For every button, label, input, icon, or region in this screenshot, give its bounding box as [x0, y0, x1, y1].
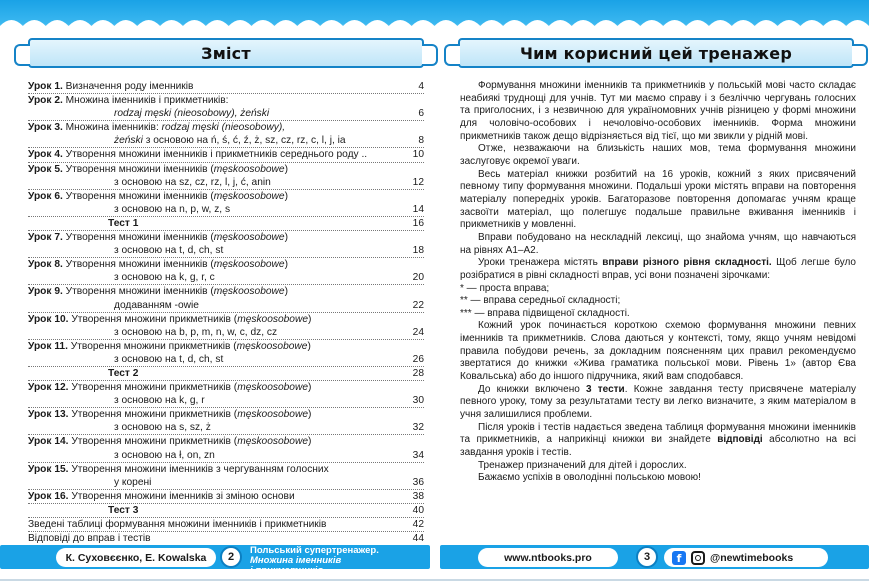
toc-italic-term: męskoosobowe	[213, 163, 285, 175]
toc-entry-text	[28, 107, 414, 120]
toc-title-part: Утворення множини прикметників (	[68, 382, 238, 394]
test-label: Тест 3	[108, 504, 139, 516]
toc-row[interactable]	[28, 231, 424, 244]
toc-entry-text	[28, 163, 420, 176]
lesson-label: Урок 7.	[28, 232, 63, 244]
toc-page-number: 12	[412, 176, 424, 188]
toc-row[interactable]	[28, 449, 424, 463]
toc-page-number: 44	[412, 533, 424, 545]
paragraph-emphasis: відповіді	[717, 434, 763, 446]
footer-authors: К. Суховєєнко, E. Kowalska	[56, 548, 216, 567]
lesson-label: Урок 3.	[28, 122, 63, 134]
toc-title-part: Утворення множини прикметників (	[67, 340, 237, 352]
toc-title-part: з основою на t, d, ch, st	[114, 353, 224, 365]
toc-title-part: Відповіді до вправ і тестів	[28, 533, 151, 545]
toc-title-part: з основою на sz, cz, rz, l, j, ć, anin	[114, 176, 271, 188]
toc-title-part: Утворення множини іменників (	[62, 232, 214, 244]
toc-row[interactable]	[28, 353, 424, 367]
toc-italic-term: męskoosobowe	[237, 382, 308, 394]
toc-row[interactable]	[28, 381, 424, 394]
toc-entry-text	[28, 148, 409, 161]
toc-row[interactable]	[28, 340, 424, 353]
book-title-main: Польський супертренажер.	[250, 545, 379, 556]
table-of-contents	[28, 80, 424, 546]
toc-row[interactable]	[28, 134, 424, 148]
toc-page-number: 6	[418, 108, 424, 120]
toc-entry-text	[28, 504, 409, 517]
article-heading-frame	[458, 38, 854, 68]
toc-page-number: 38	[412, 490, 424, 502]
toc-title-part: )	[284, 190, 288, 202]
toc-entry-text	[28, 394, 409, 407]
toc-entry-text	[28, 80, 414, 93]
toc-page-number: 32	[412, 422, 424, 434]
toc-page-number: 14	[412, 203, 424, 215]
article-heading: Чим корисний цей тренажер	[520, 43, 792, 63]
article-paragraph: Формування множини іменників та прикметників у польській мові часто складає неабиякі труднощі для учнів. Тут ми маємо справу і з безліччю чергувань голосних та приголосних, і з незвичною для україномовних учнів різницею у формі множини для чоловічо-особових і нечоловічо-особових іменників. Форма множини прикметників також дещо відрізняється від тієї, що ми звикли у рідній мові.	[460, 80, 856, 142]
toc-title-part: з основою на ń, ś, ć, ź, ż, sz, cz, rz, c, l, j, ia	[142, 135, 346, 147]
toc-row[interactable]	[28, 476, 424, 490]
article-paragraph: * — проста вправа;	[460, 282, 550, 294]
scalloped-border	[0, 14, 869, 38]
toc-row[interactable]	[28, 408, 424, 421]
toc-row[interactable]	[28, 518, 424, 532]
toc-title-part: Зведені таблиці формування множини іменників і прикметників	[28, 519, 327, 530]
lesson-label: Урок 6.	[28, 190, 63, 202]
article-paragraph	[460, 422, 856, 460]
toc-title-part: Утворення множини прикметників (	[68, 313, 238, 325]
toc-title-part: з основою на t, d, ch, st	[114, 245, 224, 257]
toc-row[interactable]	[28, 80, 424, 94]
toc-title-part: з основою на s, sz, ż	[114, 422, 211, 434]
toc-title-part: Визначення роду іменників	[62, 81, 194, 92]
toc-row[interactable]	[28, 313, 424, 326]
toc-row[interactable]	[28, 394, 424, 408]
toc-page-number: 20	[412, 272, 424, 284]
toc-row[interactable]	[28, 367, 424, 381]
lesson-label: Урок 15.	[28, 463, 69, 475]
toc-title-part: Утворення множини іменників (	[62, 286, 214, 298]
toc-row[interactable]	[28, 258, 424, 271]
toc-row[interactable]	[28, 299, 424, 313]
paragraph-emphasis: вправи різного рівня складності.	[602, 257, 772, 269]
toc-row[interactable]	[28, 435, 424, 448]
toc-entry-text	[28, 340, 420, 353]
toc-entry-text	[28, 121, 420, 134]
book-subtitle-line-2: і прикметників	[250, 565, 323, 576]
article-paragraph: ** — вправа середньої складності;	[460, 295, 621, 307]
paragraph-text: абсолютно на всі завдання уроків і тестів.	[460, 434, 856, 459]
toc-italic-term: rodzaj męski (nieosobowy), żeński	[114, 108, 270, 120]
toc-page-number: 40	[412, 504, 424, 516]
toc-page-number: 16	[412, 217, 424, 229]
toc-title-part: Утворення множини іменників (	[62, 163, 214, 175]
instagram-icon[interactable]	[691, 551, 705, 565]
article-paragraph	[460, 257, 856, 282]
lesson-label: Урок 16.	[28, 490, 69, 502]
toc-italic-term: męskoosobowe	[213, 259, 285, 271]
toc-entry-text	[28, 532, 409, 545]
toc-page-number: 36	[412, 476, 424, 488]
toc-title-part: Утворення множини іменників зі зміною основи	[68, 490, 295, 502]
toc-row[interactable]	[28, 271, 424, 285]
toc-entry-text	[28, 203, 409, 216]
page-number-right: 3	[636, 546, 658, 568]
toc-entry-text	[28, 463, 420, 476]
toc-entry-text	[28, 408, 420, 421]
toc-entry-text	[28, 244, 409, 257]
toc-italic-term: rodzaj męski (nieosobowy),	[161, 122, 286, 134]
toc-row[interactable]	[28, 107, 424, 121]
toc-title-part: )	[308, 313, 312, 325]
toc-title-part: )	[307, 340, 311, 352]
toc-italic-term: żeński	[114, 135, 143, 147]
toc-entry-text	[28, 490, 409, 503]
toc-page-number: 34	[412, 449, 424, 461]
toc-italic-term: męskoosobowe	[236, 340, 308, 352]
lesson-label: Урок 14.	[28, 436, 69, 448]
article-paragraph: Весь матеріал книжки розбитий на 16 уроків, кожний з яких присвячений певному типу формування множини. Подальші уроки містять вправи на повторення матеріалу попередніх уроків. Багаторазове повторення допомагає учням краще засвоїти матеріал, що полегшує подальше правильне вживання іменників і прикметників у мовленні.	[460, 168, 856, 231]
toc-entry-text	[28, 326, 409, 339]
toc-row[interactable]	[28, 421, 424, 435]
toc-title-part: з основою на k, g, r	[114, 395, 205, 407]
toc-entry-text	[28, 176, 409, 189]
toc-row[interactable]	[28, 190, 424, 203]
toc-page-number: 30	[412, 395, 424, 407]
toc-row[interactable]	[28, 203, 424, 217]
toc-heading: Зміст	[201, 43, 251, 63]
social-handle[interactable]: @newtimebooks	[710, 551, 794, 564]
toc-title-part: )	[284, 163, 288, 175]
toc-entry-text	[28, 217, 409, 230]
toc-italic-term: męskoosobowe	[213, 232, 285, 244]
toc-entry-text	[28, 285, 420, 298]
toc-entry-text	[28, 313, 420, 326]
article-paragraph: Тренажер призначений для дітей і дорослих.	[478, 459, 687, 471]
toc-entry-text	[28, 94, 420, 107]
toc-title-part: )	[308, 436, 312, 448]
test-label: Тест 1	[108, 217, 139, 229]
paragraph-emphasis: 3 тести	[586, 383, 625, 395]
toc-italic-term: męskoosobowe	[213, 286, 285, 298]
article-paragraph: Отже, незважаючи на близькість наших мов, тема формування множини заслуговує окремої уваги.	[460, 143, 856, 167]
page-number-left: 2	[220, 546, 242, 568]
toc-entry-text	[28, 381, 420, 394]
article-paragraph: Бажаємо успіхів в оволодінні польською мовою!	[478, 472, 701, 484]
toc-row[interactable]	[28, 217, 424, 231]
toc-row[interactable]	[28, 121, 424, 134]
toc-page-number: 10	[412, 149, 424, 161]
toc-page-number: 26	[412, 353, 424, 365]
lesson-label: Урок 2.	[28, 95, 63, 107]
toc-row[interactable]	[28, 326, 424, 340]
paragraph-text: . Кожне завдання тесту присвячене матеріалу певного уроку, тому за результатами тесту ви легко визначите, з яким матеріалом в учня залишилися проблеми.	[460, 383, 856, 421]
footer-book-title	[250, 546, 425, 576]
toc-entry-text	[28, 449, 409, 462]
toc-title-part: Множина іменників і прикметників:	[62, 95, 229, 107]
toc-entry-text	[28, 421, 409, 434]
book-subtitle-line-1: Множина іменників	[250, 555, 342, 566]
bottom-divider	[0, 579, 869, 581]
article-paragraph	[460, 384, 856, 422]
toc-title-part: з основою на b, p, m, n, w, c, dz, cz	[114, 326, 278, 338]
toc-heading-frame	[28, 38, 424, 68]
toc-page-number: 24	[412, 326, 424, 338]
article-paragraph: *** — вправа підвищеної складності.	[460, 307, 630, 319]
toc-row[interactable]	[28, 490, 424, 504]
toc-entry-text	[28, 299, 409, 312]
article-body	[460, 80, 856, 485]
toc-title-part: додаванням -owie	[114, 299, 199, 311]
toc-title-part: Утворення множини іменників (	[62, 190, 214, 202]
toc-row[interactable]	[28, 504, 424, 518]
facebook-icon[interactable]: f	[672, 551, 686, 565]
article-paragraph: Кожний урок починається короткою схемою формування множини певних іменників та прикметників. Слова даються у контексті, тому, якщо учням невідомі правила побудови речень, за докладним поясненням цих правил рекомендуємо звертатися до книжки «Жива граматика польської мови. Рівень 1» (автор Єва Ковальська) або до іншого підручника, який вам сподобався.	[460, 320, 856, 383]
lesson-label: Урок 10.	[28, 313, 69, 325]
toc-entry-text	[28, 271, 409, 284]
lesson-label: Урок 1.	[28, 81, 63, 92]
toc-row[interactable]	[28, 163, 424, 176]
toc-page-number: 4	[418, 81, 424, 92]
toc-entry-text	[28, 231, 420, 244]
toc-entry-text	[28, 518, 409, 531]
toc-entry-text	[28, 190, 420, 203]
toc-page-number: 22	[412, 299, 424, 311]
toc-page-number: 8	[418, 135, 424, 147]
toc-entry-text	[28, 435, 420, 448]
lesson-label: Урок 13.	[28, 409, 69, 421]
toc-title-part: Утворення множини прикметників (	[68, 436, 238, 448]
lesson-label: Урок 8.	[28, 259, 63, 271]
paragraph-text: Уроки тренажера містять	[478, 257, 603, 269]
footer-website-link[interactable]: www.ntbooks.pro	[478, 548, 618, 567]
toc-italic-term: męskoosobowe	[237, 313, 308, 325]
paragraph-text: До книжки включено	[478, 383, 586, 395]
toc-row[interactable]	[28, 94, 424, 107]
toc-title-part: у корені	[114, 476, 152, 488]
test-label: Тест 2	[108, 367, 139, 379]
toc-page-number: 18	[412, 245, 424, 257]
lesson-label: Урок 11.	[28, 340, 68, 352]
toc-row[interactable]	[28, 244, 424, 258]
toc-page-number: 28	[412, 367, 424, 379]
toc-entry-text	[28, 134, 414, 147]
toc-italic-term: męskoosobowe	[237, 436, 308, 448]
toc-entry-text	[28, 367, 409, 380]
lesson-label: Урок 12.	[28, 382, 69, 394]
toc-row[interactable]	[28, 285, 424, 298]
toc-italic-term: męskoosobowe	[237, 409, 308, 421]
lesson-label: Урок 5.	[28, 163, 63, 175]
toc-title-part: Утворення множини прикметників (	[68, 409, 238, 421]
toc-page-number: 42	[412, 519, 424, 530]
toc-title-part: )	[308, 382, 312, 394]
toc-title-part: з основою на k, g, r, c	[114, 272, 215, 284]
toc-title-part: Утворення множини іменників і прикметників середнього роду ..	[62, 149, 368, 161]
paragraph-text: Щоб легше було розібратися в рівні складності вправ, усі вони позначені зірочками:	[460, 257, 856, 281]
toc-title-part: )	[308, 409, 312, 421]
toc-row[interactable]	[28, 148, 424, 162]
toc-row[interactable]	[28, 463, 424, 476]
toc-entry-text	[28, 258, 420, 271]
toc-title-part: Утворення множини іменників з чергуванням голосних	[68, 463, 329, 475]
lesson-label: Урок 4.	[28, 149, 63, 161]
left-page	[14, 38, 434, 545]
toc-title-part: Множина іменників:	[62, 122, 162, 134]
lesson-label: Урок 9.	[28, 286, 63, 298]
toc-title-part: з основою на n, p, w, z, s	[114, 203, 231, 215]
paragraph-text: Після уроків і тестів надається зведена таблиця формування множини іменників та прикметників, а наприкінці книжки ви знайдете	[460, 421, 856, 446]
toc-title-part: з основою на ł, on, zn	[114, 449, 215, 461]
toc-italic-term: męskoosobowe	[213, 190, 285, 202]
toc-entry-text	[28, 476, 409, 489]
toc-title-part: Утворення множини іменників (	[62, 259, 214, 271]
toc-title-part: )	[284, 286, 288, 298]
toc-title-part: )	[284, 232, 288, 244]
footer-social-links[interactable]	[664, 548, 828, 567]
right-page	[444, 38, 864, 538]
toc-title-part: )	[284, 259, 288, 271]
article-paragraph: Вправи побудовано на нескладній лексиці, що знайома учням, що навчаються на рівнях А1–А2.	[460, 231, 856, 256]
toc-entry-text	[28, 353, 409, 366]
toc-row[interactable]	[28, 176, 424, 190]
